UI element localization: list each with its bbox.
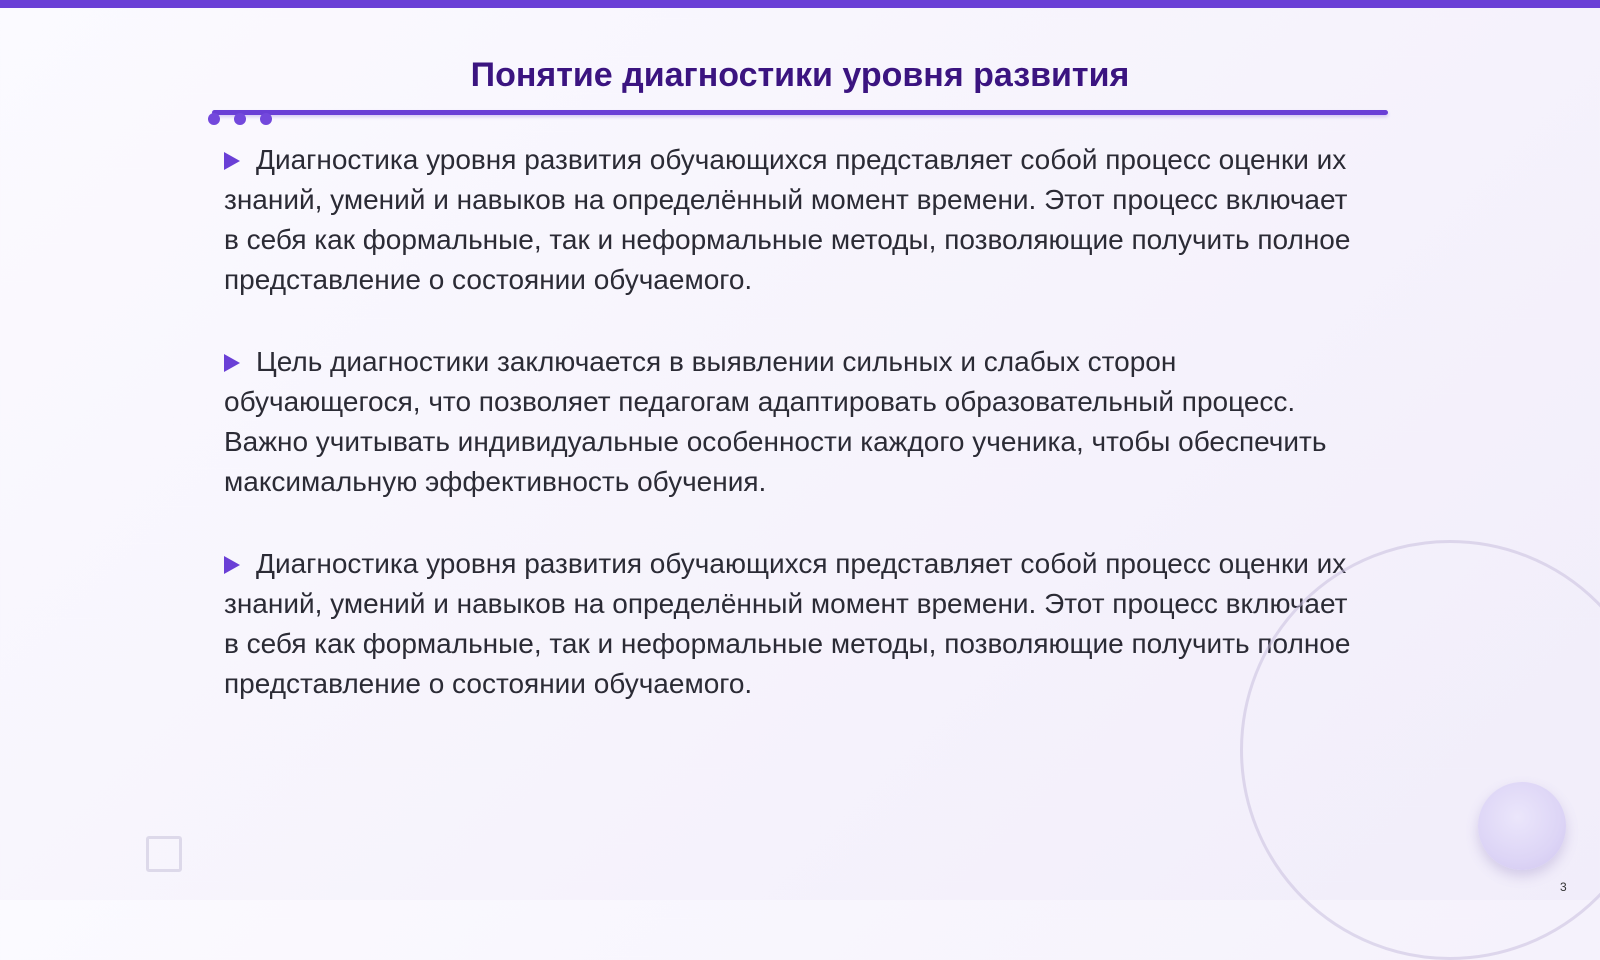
top-accent-bar <box>0 0 1600 8</box>
triangle-right-icon <box>224 556 240 574</box>
underline-dot <box>234 113 246 125</box>
underline-dot <box>208 113 220 125</box>
bullet-item <box>224 544 1364 704</box>
bullet-text: Диагностика уровня развития обучающихся представляет собой процесс оценки их знаний, умений и навыков на определённый момент времени. Этот процесс включает в себя как формальные, так и неформальные методы, позволяющие получить полное представление о состоянии обучаемого. <box>224 548 1351 699</box>
title-underline <box>212 110 1388 115</box>
slide-title: Понятие диагностики уровня развития <box>470 56 1130 94</box>
bullet-text: Диагностика уровня развития обучающихся представляет собой процесс оценки их знаний, умений и навыков на определённый момент времени. Этот процесс включает в себя как формальные, так и неформальные методы, позволяющие получить полное представление о состоянии обучаемого. <box>224 144 1351 295</box>
page-number: 3 <box>1560 880 1567 894</box>
triangle-right-icon <box>224 152 240 170</box>
bullet-item <box>224 140 1364 300</box>
bullet-text: Цель диагностики заключается в выявлении сильных и слабых сторон обучающегося, что позволяет педагогам адаптировать образовательный процесс. Важно учитывать индивидуальные особенности каждого ученика, чтобы обеспечить максимальную эффективность обучения. <box>224 346 1327 497</box>
triangle-right-icon <box>224 354 240 372</box>
underline-dot <box>260 113 272 125</box>
slide-content <box>224 140 1364 746</box>
bullet-item <box>224 342 1364 502</box>
decorative-sphere <box>1478 782 1566 870</box>
decorative-square <box>146 836 182 872</box>
